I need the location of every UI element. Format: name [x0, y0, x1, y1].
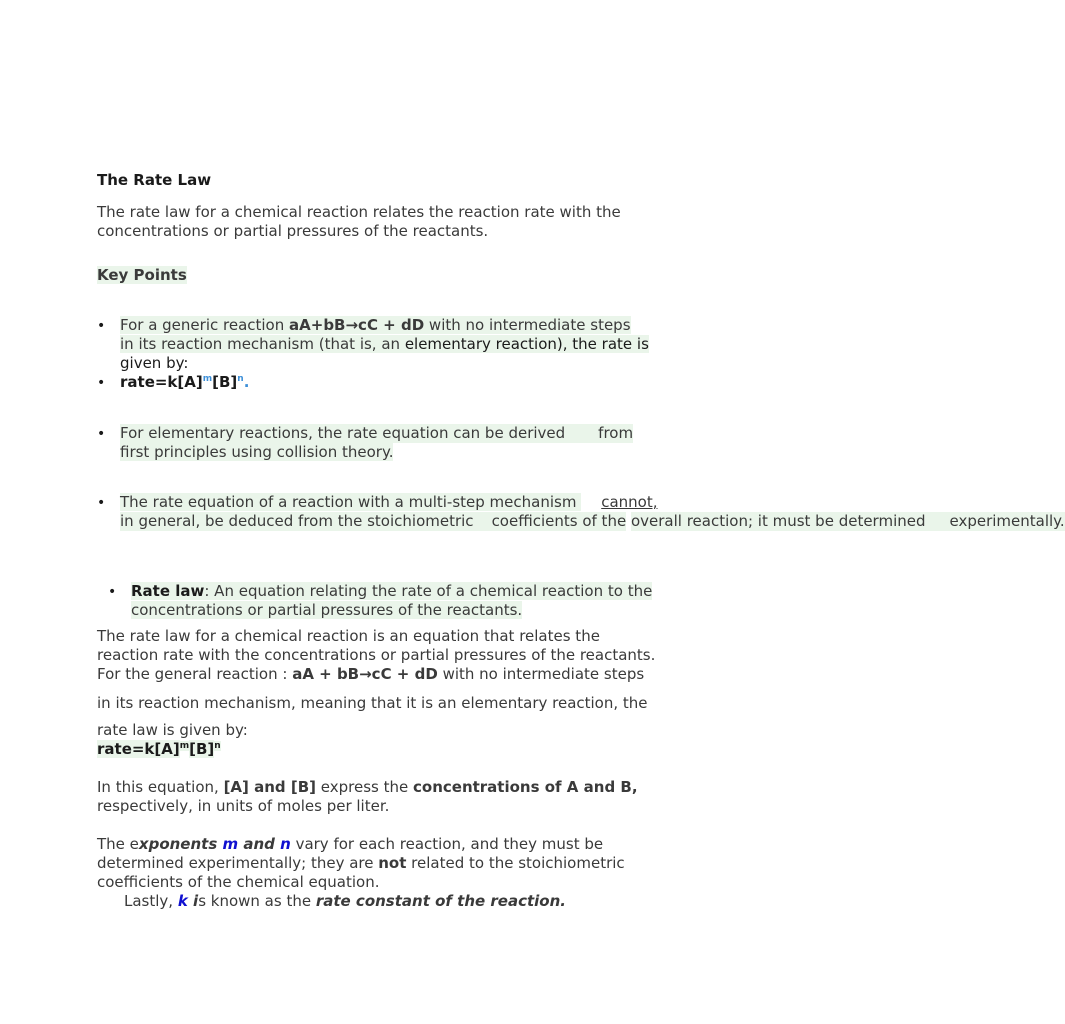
key-points-heading	[97, 266, 687, 285]
para-3-line-3: coefficients of the chemical equation.	[97, 873, 380, 891]
exponents-paragraph	[97, 835, 687, 911]
para-3-line-4b: s known as the	[198, 892, 316, 910]
rate-equation-prefix: rate=k[A]	[120, 373, 203, 391]
para-1-line-4: in its reaction mechanism, meaning that it is an elementary reaction, the	[97, 694, 648, 712]
bullet-marker: •	[97, 495, 106, 511]
rate-equation-prefix: rate=k[A]	[97, 740, 180, 758]
para-1-line-2: reaction rate with the concentrations or partial pressures of the reactants.	[97, 646, 656, 664]
bullet-1-line-3: given by:	[120, 354, 189, 372]
para-3-not: not	[378, 854, 407, 872]
exponent-n: n	[237, 374, 244, 384]
rate-equation-dot: .	[243, 373, 250, 391]
para-2-text-a: In this equation,	[97, 778, 224, 796]
para-3-exponents: xponents	[138, 835, 223, 853]
bullet-marker: •	[108, 584, 117, 600]
bullet-3-line-1a: For elementary reactions, the rate equation can be derived	[120, 424, 566, 442]
para-3-line-2c: related to the stoichiometric	[406, 854, 625, 872]
bullet-marker: •	[97, 426, 106, 442]
para-1-line-5: rate law is given by:	[97, 721, 248, 739]
general-reaction-equation: aA + bB→cC + dD	[292, 665, 438, 683]
para-1-line-1: The rate law for a chemical reaction is an equation that relates the	[97, 627, 600, 645]
para-2-text-c: express the	[316, 778, 413, 796]
bullet-4-cannot: cannot,	[601, 493, 658, 511]
intro-line-1: The rate law for a chemical reaction relates the reaction rate with the	[97, 203, 621, 221]
para-3-k: k	[177, 892, 188, 910]
concentrations-paragraph	[97, 778, 687, 816]
bullet-4-line-3a: overall reaction; it must be determined	[630, 512, 926, 530]
exponent-m: m	[202, 374, 213, 384]
para-3-n: n	[280, 835, 291, 853]
para-2-concentrations: concentrations of A and B,	[413, 778, 638, 796]
para-3-m: m	[222, 835, 239, 853]
intro-paragraph	[97, 203, 687, 241]
bullet-4-line-1a: The rate equation of a reaction with a multi-step mechanism	[120, 493, 582, 511]
intro-line-2: concentrations or partial pressures of the reactants.	[97, 222, 489, 240]
para-3-lastly: Lastly,	[124, 892, 178, 910]
bullet-marker: •	[97, 375, 106, 391]
bullet-marker: •	[97, 318, 106, 334]
bullet-3-line-1b: from	[598, 424, 634, 442]
bullet-5-line-1: : An equation relating the rate of a chemical reaction to the	[204, 582, 653, 600]
para-3-rate-constant: rate constant of the reaction.	[315, 892, 566, 910]
bullet-5-line-2: concentrations or partial pressures of the reactants.	[131, 601, 523, 619]
para-1-line-3b: with no intermediate steps	[437, 665, 645, 683]
para-1-line-3a: For the general reaction :	[97, 665, 293, 683]
para-3-i: i	[187, 892, 199, 910]
bullet-3-line-2: first principles using collision theory.	[120, 443, 394, 461]
rate-equation	[97, 740, 687, 759]
para-2-a-and-b: [A] and [B]	[223, 778, 317, 796]
bullet-1-elementary-reaction: elementary reaction), the rate is	[404, 335, 649, 353]
bullet-1-text-b: with no intermediate steps	[424, 316, 631, 334]
para-2-line-2: respectively, in units of moles per liter.	[97, 797, 390, 815]
key-points-label: Key Points	[97, 266, 187, 284]
page-title: The Rate Law	[97, 171, 212, 189]
bullet-4-line-2a: in general, be deduced from the stoichiometric	[120, 512, 474, 530]
bullet-1-equation: aA+bB→cC + dD	[289, 316, 425, 334]
para-3-text-a: The e	[97, 835, 139, 853]
rate-law-term: Rate law	[131, 582, 205, 600]
para-3-line-2a: determined experimentally; they are	[97, 854, 379, 872]
exponent-m: m	[179, 741, 190, 751]
exponent-n: n	[214, 741, 221, 751]
rate-equation-b: [B]	[212, 373, 238, 391]
bullet-1-line-2a: in its reaction mechanism (that is, an	[120, 335, 405, 353]
para-3-text-c: vary for each reaction, and they must be	[290, 835, 604, 853]
rate-law-paragraph	[97, 627, 687, 684]
bullet-4-line-3b: experimentally.	[949, 512, 1065, 530]
rate-equation-b: [B]	[189, 740, 215, 758]
bullet-1-text-a: For a generic reaction	[120, 316, 290, 334]
bullet-4-line-2b: coefficients of the	[491, 512, 627, 530]
para-3-and: and	[238, 835, 281, 853]
